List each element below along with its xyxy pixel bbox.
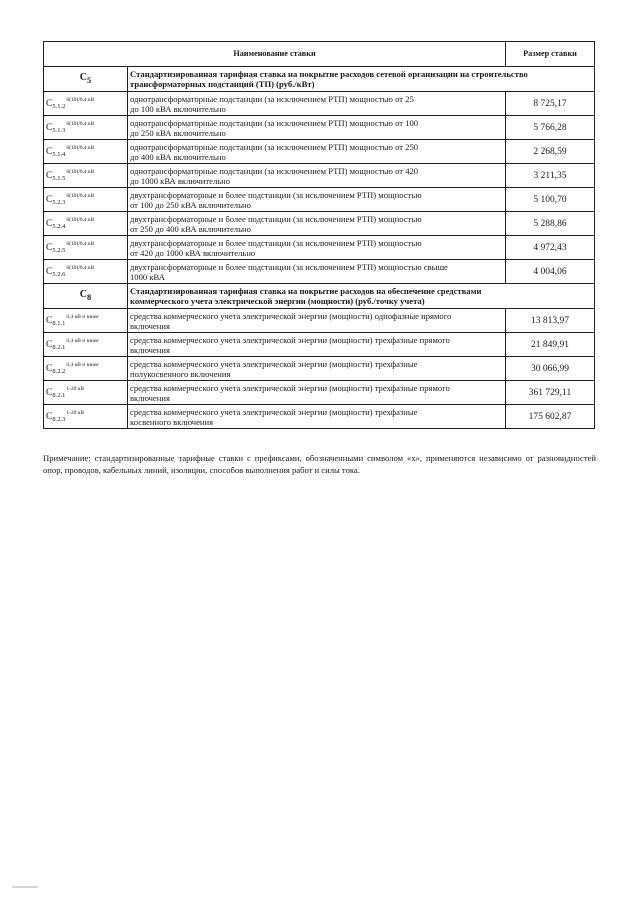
rate-code-letter: C <box>46 243 53 253</box>
rate-description <box>128 140 506 164</box>
table-row <box>44 164 595 188</box>
rate-description-line: 1000 кВА <box>130 271 165 282</box>
rate-value: 2 268,59 <box>506 140 595 164</box>
rate-value: 13 813,97 <box>506 309 595 333</box>
rate-code-letter: C <box>46 219 53 229</box>
rate-code <box>44 260 128 284</box>
footnote: Примечание: стандартизированные тарифные ставки с префиксами, обозначенными символом «х», применяются независимо от разновидностей опор, проводов, кабельных линий, изоляции, способов выполнения работ и силы тока. <box>43 453 596 475</box>
rate-value: 8 725,17 <box>506 92 595 116</box>
rate-code <box>44 236 128 260</box>
rate-description-line: средства коммерческого учета электрической энергии (мощности) однофазные прямого <box>130 310 452 321</box>
table-header-row <box>44 42 595 67</box>
rate-description-line: однотрансформаторные подстанции (за исключением РТП) мощностью от 100 <box>130 117 419 128</box>
rate-description-line: однотрансформаторные подстанции (за исключением РТП) мощностью от 420 <box>130 165 419 176</box>
rate-code <box>44 212 128 236</box>
rate-description-line: косвенного включения <box>130 416 214 427</box>
rate-code-superscript: 1-20 кВ <box>66 410 85 416</box>
rate-description-line: от 250 до 400 кВА включительно <box>130 223 251 234</box>
rate-description-line: двухтрансформаторные и более подстанции (за исключением РТП) мощностью <box>130 189 422 200</box>
section-code-letter: C <box>79 71 88 83</box>
rate-code-subscript: 8.2.2 <box>52 368 66 375</box>
rate-code-letter: C <box>46 147 53 157</box>
table-row <box>44 357 595 381</box>
rate-description-line: от 100 до 250 кВА включительно <box>130 199 251 210</box>
table-row <box>44 212 595 236</box>
rate-code-letter: C <box>46 171 53 181</box>
rate-description-line: до 1000 кВА включительно <box>130 175 231 186</box>
rate-description <box>128 92 506 116</box>
rate-description-line: средства коммерческого учета электрической энергии (мощности) трехфазные <box>130 358 418 369</box>
tariff-table-body <box>44 42 595 429</box>
table-row <box>44 381 595 405</box>
section-row <box>44 284 595 309</box>
rate-description-line: средства коммерческого учета электрической энергии (мощности) трехфазные прямого <box>130 334 450 345</box>
rate-code-superscript: 6(10)/0,4 кВ <box>66 265 95 271</box>
rate-description-line: однотрансформаторные подстанции (за исключением РТП) мощностью от 25 <box>130 93 414 104</box>
rate-description-line: включения <box>130 392 170 403</box>
rate-description <box>128 188 506 212</box>
rate-description-line: средства коммерческого учета электрической энергии (мощности) трехфазные прямого <box>130 382 450 393</box>
rate-code-letter: C <box>46 195 53 205</box>
rate-code-subscript: 5.1.2 <box>52 103 66 110</box>
rate-code-letter: C <box>46 123 53 133</box>
rate-value: 5 766,28 <box>506 116 595 140</box>
rate-code-subscript: 5.1.3 <box>52 127 66 134</box>
table-row <box>44 116 595 140</box>
rate-value: 5 288,86 <box>506 212 595 236</box>
section-code-subscript: 8 <box>87 292 92 302</box>
rate-code-subscript: 5.1.4 <box>52 151 66 158</box>
rate-code-subscript: 8.2.1 <box>52 344 66 351</box>
section-code-letter: C <box>79 288 88 300</box>
rate-code-subscript: 5.2.4 <box>52 223 66 230</box>
rate-code-superscript: 0,4 кВ и ниже <box>66 362 99 368</box>
rate-code-letter: C <box>46 412 53 422</box>
rate-value: 361 729,11 <box>506 381 595 405</box>
table-row <box>44 188 595 212</box>
rate-description-line: включения <box>130 344 170 355</box>
rate-code <box>44 309 128 333</box>
rate-code <box>44 140 128 164</box>
section-code <box>44 284 128 309</box>
rate-code-letter: C <box>46 340 53 350</box>
rate-value: 5 100,70 <box>506 188 595 212</box>
rate-code <box>44 164 128 188</box>
rate-code-subscript: 8.2.1 <box>52 392 66 399</box>
section-title <box>128 284 595 309</box>
rate-code-superscript: 6(10)/0,4 кВ <box>66 145 95 151</box>
rate-code <box>44 381 128 405</box>
rate-code-superscript: 0,4 кВ и ниже <box>66 338 99 344</box>
table-row <box>44 309 595 333</box>
rate-code <box>44 357 128 381</box>
rate-description-line: до 100 кВА включительно <box>130 103 226 114</box>
section-code-subscript: 5 <box>87 75 92 85</box>
rate-value: 175 602,87 <box>506 405 595 429</box>
rate-description-line: двухтрансформаторные и более подстанции (за исключением РТП) мощностью <box>130 237 422 248</box>
rate-description-line: до 250 кВА включительно <box>130 127 226 138</box>
table-row <box>44 236 595 260</box>
table-row <box>44 405 595 429</box>
table-row <box>44 140 595 164</box>
rate-code-superscript: 0,4 кВ и ниже <box>66 314 99 320</box>
rate-description <box>128 357 506 381</box>
rate-description <box>128 405 506 429</box>
rate-code-superscript: 6(10)/0,4 кВ <box>66 121 95 127</box>
rate-code-subscript: 5.2.5 <box>52 247 66 254</box>
section-title-line: Стандартизированная тарифная ставка на покрытие расходов сетевой организации на строительство <box>130 69 528 79</box>
section-title-line: Стандартизированная тарифная ставка на покрытие расходов на обеспечение средствами <box>130 286 482 296</box>
rate-description-line: двухтрансформаторные и более подстанции (за исключением РТП) мощностью свыше <box>130 261 448 272</box>
rate-code <box>44 116 128 140</box>
scan-artifact <box>12 886 38 888</box>
rate-value: 3 211,35 <box>506 164 595 188</box>
rate-code <box>44 405 128 429</box>
section-title-line: коммерческого учета электрической энергии (мощности) (руб./точку учета) <box>130 296 425 306</box>
rate-description <box>128 236 506 260</box>
rate-description-line: двухтрансформаторные и более подстанции (за исключением РТП) мощностью <box>130 213 422 224</box>
rate-code-subscript: 5.2.3 <box>52 199 66 206</box>
rate-code-letter: C <box>46 99 53 109</box>
header-value-cell: Размер ставки <box>506 42 595 67</box>
rate-code-superscript: 6(10)/0,4 кВ <box>66 169 95 175</box>
rate-code <box>44 333 128 357</box>
rate-code-superscript: 1-20 кВ <box>66 386 85 392</box>
table-row <box>44 92 595 116</box>
rate-code-superscript: 6(10)/0,4 кВ <box>66 241 95 247</box>
section-code <box>44 67 128 92</box>
rate-code-letter: C <box>46 316 53 326</box>
rate-value: 21 849,91 <box>506 333 595 357</box>
rate-description <box>128 333 506 357</box>
rate-description <box>128 212 506 236</box>
rate-code-letter: C <box>46 364 53 374</box>
tariff-table <box>43 41 595 429</box>
rate-description <box>128 381 506 405</box>
rate-description <box>128 116 506 140</box>
rate-description-line: однотрансформаторные подстанции (за исключением РТП) мощностью от 250 <box>130 141 419 152</box>
rate-value: 30 066,99 <box>506 357 595 381</box>
table-row <box>44 260 595 284</box>
section-title-line: трансформаторных подстанций (ТП) (руб./кВт) <box>130 79 315 89</box>
rate-value: 4 004,06 <box>506 260 595 284</box>
rate-description <box>128 164 506 188</box>
rate-code-superscript: 6(10)/0,4 кВ <box>66 97 95 103</box>
rate-code-letter: C <box>46 388 53 398</box>
rate-code-superscript: 6(10)/0,4 кВ <box>66 217 95 223</box>
section-title <box>128 67 595 92</box>
table-row <box>44 333 595 357</box>
rate-description <box>128 260 506 284</box>
rate-description <box>128 309 506 333</box>
rate-code-subscript: 8.1.1 <box>52 320 66 327</box>
rate-code <box>44 92 128 116</box>
header-name-cell: Наименование ставки <box>44 42 506 67</box>
rate-code-subscript: 5.1.5 <box>52 175 66 182</box>
rate-code-superscript: 6(10)/0,4 кВ <box>66 193 95 199</box>
rate-value: 4 972,43 <box>506 236 595 260</box>
rate-code-subscript: 8.2.3 <box>52 416 66 423</box>
rate-description-line: полукосвенного включения <box>130 368 231 379</box>
rate-description-line: до 400 кВА включительно <box>130 151 226 162</box>
rate-code <box>44 188 128 212</box>
rate-description-line: включения <box>130 320 170 331</box>
rate-code-subscript: 5.2.6 <box>52 271 66 278</box>
section-row <box>44 67 595 92</box>
rate-description-line: от 420 до 1000 кВА включительно <box>130 247 256 258</box>
rate-description-line: средства коммерческого учета электрической энергии (мощности) трехфазные <box>130 406 418 417</box>
rate-code-letter: C <box>46 267 53 277</box>
